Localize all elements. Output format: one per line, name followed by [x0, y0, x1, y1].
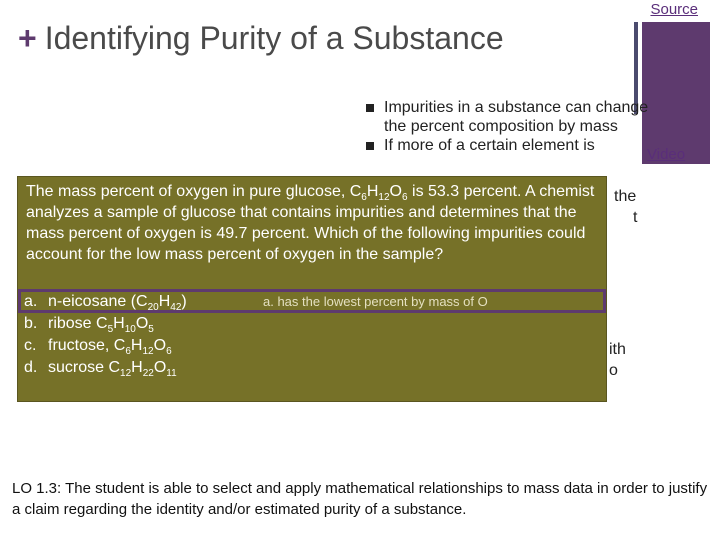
video-link[interactable]: Video: [647, 146, 686, 163]
bullet-square-icon: [366, 104, 374, 112]
slide-title-text: Identifying Purity of a Substance: [44, 20, 504, 56]
answer-options: [24, 291, 187, 379]
formula-part: O: [153, 359, 167, 376]
bullet-fragment: t: [633, 209, 638, 226]
bullet-square-icon: [366, 142, 374, 150]
formula-part: H: [113, 315, 125, 332]
bullet-item: [366, 98, 666, 136]
slide-title: [18, 20, 504, 57]
question-text: [26, 181, 606, 265]
subscript: 6: [125, 346, 131, 358]
bullet-text: Impurities in a substance can change the percent composition by mass: [384, 99, 649, 135]
subscript: 10: [124, 324, 136, 336]
formula-part: ): [181, 293, 187, 310]
subscript: 5: [148, 324, 154, 336]
subscript: 12: [142, 346, 154, 358]
bullet-fragment: o: [609, 362, 618, 379]
subscript: 6: [402, 192, 408, 204]
formula-part: O: [153, 337, 167, 354]
subscript: 5: [107, 324, 114, 336]
question-line1-end: is 53.3 percent.: [407, 183, 522, 200]
option-text: n-eicosane (C: [48, 293, 148, 310]
subscript: 11: [166, 368, 177, 380]
formula-part: H: [130, 337, 143, 354]
option-d[interactable]: [24, 357, 187, 379]
formula-part: O: [389, 183, 402, 200]
subscript: 20: [147, 302, 159, 314]
option-text: sucrose C: [48, 359, 121, 376]
bullet-item: [366, 136, 666, 155]
formula-part: H: [158, 293, 171, 310]
option-label: a.: [24, 293, 38, 310]
option-label: b.: [24, 315, 38, 332]
subscript: 6: [361, 192, 367, 204]
option-label: d.: [24, 359, 38, 376]
question-line1: The mass percent of oxygen in pure glucose, C: [26, 183, 362, 200]
source-link[interactable]: Source: [650, 1, 698, 18]
option-b[interactable]: [24, 313, 187, 335]
option-label: c.: [24, 337, 37, 354]
option-c[interactable]: [24, 335, 187, 357]
subscript: 42: [170, 302, 182, 314]
subscript: 12: [120, 368, 132, 380]
option-text: ribose C: [48, 315, 108, 332]
plus-icon: +: [18, 20, 37, 56]
bullet-text: If more of a certain element is: [384, 137, 595, 154]
formula-part: H: [131, 359, 143, 376]
formula-part: H: [366, 183, 379, 200]
subscript: 6: [166, 346, 172, 358]
subscript: 22: [142, 368, 154, 380]
formula-part: O: [135, 315, 149, 332]
bullet-fragment: the: [614, 188, 637, 205]
option-text: fructose, C: [48, 337, 126, 354]
answer-note: a. has the lowest percent by mass of O: [263, 294, 488, 309]
learning-objective: LO 1.3: The student is able to select and apply mathematical relationships to mass data in order to justify a claim regarding the identity and/or estimated purity of a substance.: [12, 480, 708, 518]
subscript: 12: [378, 192, 390, 204]
bullet-fragment: ith: [609, 341, 626, 358]
question-body: A chemist analyzes a sample of glucose that contains impurities and determines that the mass percent of oxygen is 49.7 percent. Which of the following impurities could account for the low mass percent of oxygen in the sample?: [26, 183, 595, 263]
bullet-list: [366, 98, 666, 155]
option-a[interactable]: [24, 291, 187, 313]
